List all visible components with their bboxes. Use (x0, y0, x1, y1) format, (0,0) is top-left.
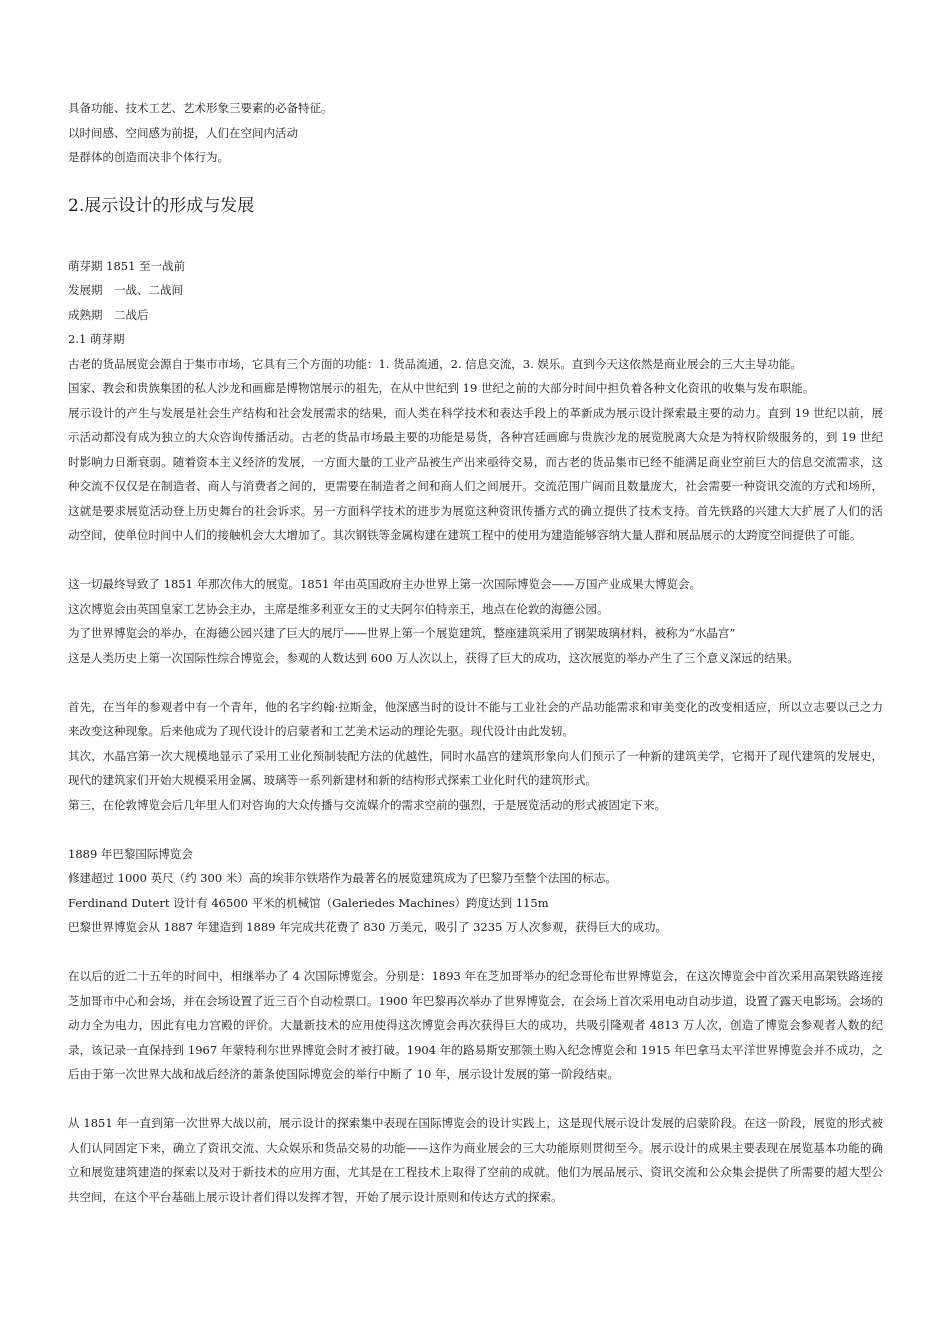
intro-line-2: 以时间感、空间感为前提，人们在空间内活动 (68, 125, 298, 140)
spacer (68, 548, 883, 573)
period-development: 发展期 一战、二战间 (68, 283, 183, 297)
exhibition-1851-line-1: 这一切最终导致了 1851 年那次伟大的展览。1851 年由英国政府主办世界上第一次国际博览会——万国产业成果大博览会。 (68, 577, 701, 591)
subsection-heading: 2.1 萌芽期 (68, 332, 125, 346)
paris-1889-line-2: Ferdinand Dutert 设计有 46500 平米的机械馆（Galeriedes Machines）跨度达到 115m (68, 895, 549, 910)
exhibition-1851-line-3: 为了世界博览会的举办，在海德公园兴建了巨大的展厅——世界上第一个展览建筑，整座建筑采用了钢架玻璃材料，被称为“水晶宫” (68, 626, 736, 640)
exhibition-1851-line-2: 这次博览会由英国皇家工艺协会主办，主席是维多利亚女王的丈夫阿尔伯特亲王，地点在伦敦的海德公园。 (68, 601, 609, 616)
period-mature: 成熟期 二战后 (68, 307, 149, 322)
paris-1889-title: 1889 年巴黎国际博览会 (68, 846, 193, 861)
spacer (68, 817, 883, 842)
paragraph-summary: 从 1851 年一直到第一次世界大战以前，展示设计的探索集中表现在国际博览会的设计实践上，这是现代展示设计发展的启蒙阶段。在这一阶段，展览的形式被人们认同固定下来，确立了资讯交流、大众娱乐和货品交易的功能——这作为商业展会的三大功能原则贯彻至今。展示设计的成果主要表现在展览基本功能的确立和展览建筑建造的探索以及对于新技术的应用方面，尤其是在工程技术上取得了空前的成就。他们为展品展示、资讯交流和公众集会提供了所需要的超大型公共空间，在这个平台基础上展示设计者们得以发挥才智，开始了展示设计原则和传达方式的探索。 (68, 1116, 883, 1204)
spacer (68, 670, 883, 695)
paragraph-later-expos: 在以后的近二十五年的时间中，相继举办了 4 次国际博览会。分别是：1893 年在芝加哥举办的纪念哥伦布世界博览会，在这次博览会中首次采用高架铁路连接芝加哥市中心和会场，并在会场设置了近三百个自动检票口。1900 年巴黎再次举办了世界博览会，在会场上首次采用电动自动步道，设置了露天电影场。会场的动力全为电力，因此有电力宫殿的评价。大量新技术的应用使得这次博览会再次获得巨大的成功，共吸引隆观者 4813 万人次，创造了博览会参观者人数的纪录，该记录一直保持到 1967 年蒙特利尔世界博览会时才被打破。1904 年的路易斯安那领土购入纪念博览会和 1915 年巴拿马太平洋世界博览会并不成功，之后由于第一次世界大战和战后经济的萧条使国际博览会的举行中断了 10 年，展示设计发展的第一阶段结束。 (68, 969, 883, 1081)
exhibition-1851-line-4: 这是人类历史上第一次国际性综合博览会，参观的人数达到 600 万人次以上，获得了巨大的成功，这次展览的举办产生了三个意义深远的结果。 (68, 650, 799, 665)
paragraph-market-functions: 古老的货品展览会源自于集市市场，它具有三个方面的功能：1. 货品流通，2. 信息交流，3. 娱乐。直到今天这依然是商业展会的三大主导功能。 (68, 356, 802, 371)
result-second: 其次，水晶宫第一次大规模地显示了采用工业化预制装配方法的优越性，同时水晶宫的建筑形象向人们预示了一种新的建筑美学，它揭开了现代建筑的发展史，现代的建筑家们开始大规模采用金属、玻璃等一系列新建材和新的结构形式探索工业化时代的建筑形式。 (68, 748, 883, 787)
intro-line-1: 具备功能、技术工艺、艺术形象三要素的必备特征。 (68, 101, 333, 115)
intro-line-3: 是群体的创造而决非个体行为。 (68, 150, 229, 164)
paragraph-origins: 展示设计的产生与发展是社会生产结构和社会发展需求的结果，而人类在科学技术和表达手段上的革新成为展示设计探索最主要的动力。直到 19 世纪以前，展示活动都没有成为独立的大众咨询传播活动。古老的货品市场最主要的功能是易货，各种宫廷画廊与贵族沙龙的展览脱离大众是为特权阶级服务的，到 19 世纪时影响力日渐衰弱。随着资本主义经济的发展，一方面大量的工业产品被生产出来亟待交易，而古老的货品集市已经不能满足商业空前巨大的信息交流需求，这种交流不仅仅是在制造者、商人与消费者之间的，更需要在制造者之间和商人们之间展开。交流范围广阔而且数量庞大，社会需要一种资讯交流的方式和场所，这就是要求展览活动登上历史舞台的社会诉求。另一方面科学技术的进步为展览这种资讯传播方式的确立提供了技术支持。首先铁路的兴建大大扩展了人们的活动空间，使单位时间中人们的接触机会大大增加了。其次钢铁等金属构建在建筑工程中的使用为建造能够容纳大量人群和展品展示的大跨度空间提供了可能。 (68, 405, 883, 542)
paris-1889-line-1: 修建超过 1000 英尺（约 300 米）高的埃菲尔铁塔作为最著名的展览建筑成为了巴黎乃至整个法国的标志。 (68, 871, 617, 885)
result-third: 第三，在伦敦博览会后几年里人们对咨询的大众传播与交流媒介的需求空前的强烈，于是展览活动的形式被固定下来。 (68, 797, 666, 812)
spacer (68, 1087, 883, 1112)
paragraph-museum-origin: 国家、教会和贵族集团的私人沙龙和画廊是博物馆展示的祖先，在从中世纪到 19 世纪之前的大部分时间中担负着各种文化资讯的收集与发布职能。 (68, 381, 815, 395)
period-sprout: 萌芽期 1851 至一战前 (68, 258, 186, 273)
section-heading: 2.展示设计的形成与发展 (68, 195, 255, 216)
result-first: 首先，在当年的参观者中有一个青年，他的名字约翰·拉斯金，他深感当时的设计不能与工业社会的产品功能需求和审美变化的改变相适应，所以立志要以己之力来改变这种现象。后来他成为了现代设计的启蒙者和工艺美术运动的理论先驱。现代设计由此发轫。 (68, 699, 883, 738)
spacer (68, 940, 883, 965)
paris-1889-line-3: 巴黎世界博览会从 1887 年建造到 1889 年完成共花费了 830 万美元，吸引了 3235 万人次参观，获得巨大的成功。 (68, 920, 667, 934)
document-page (68, 96, 883, 1209)
